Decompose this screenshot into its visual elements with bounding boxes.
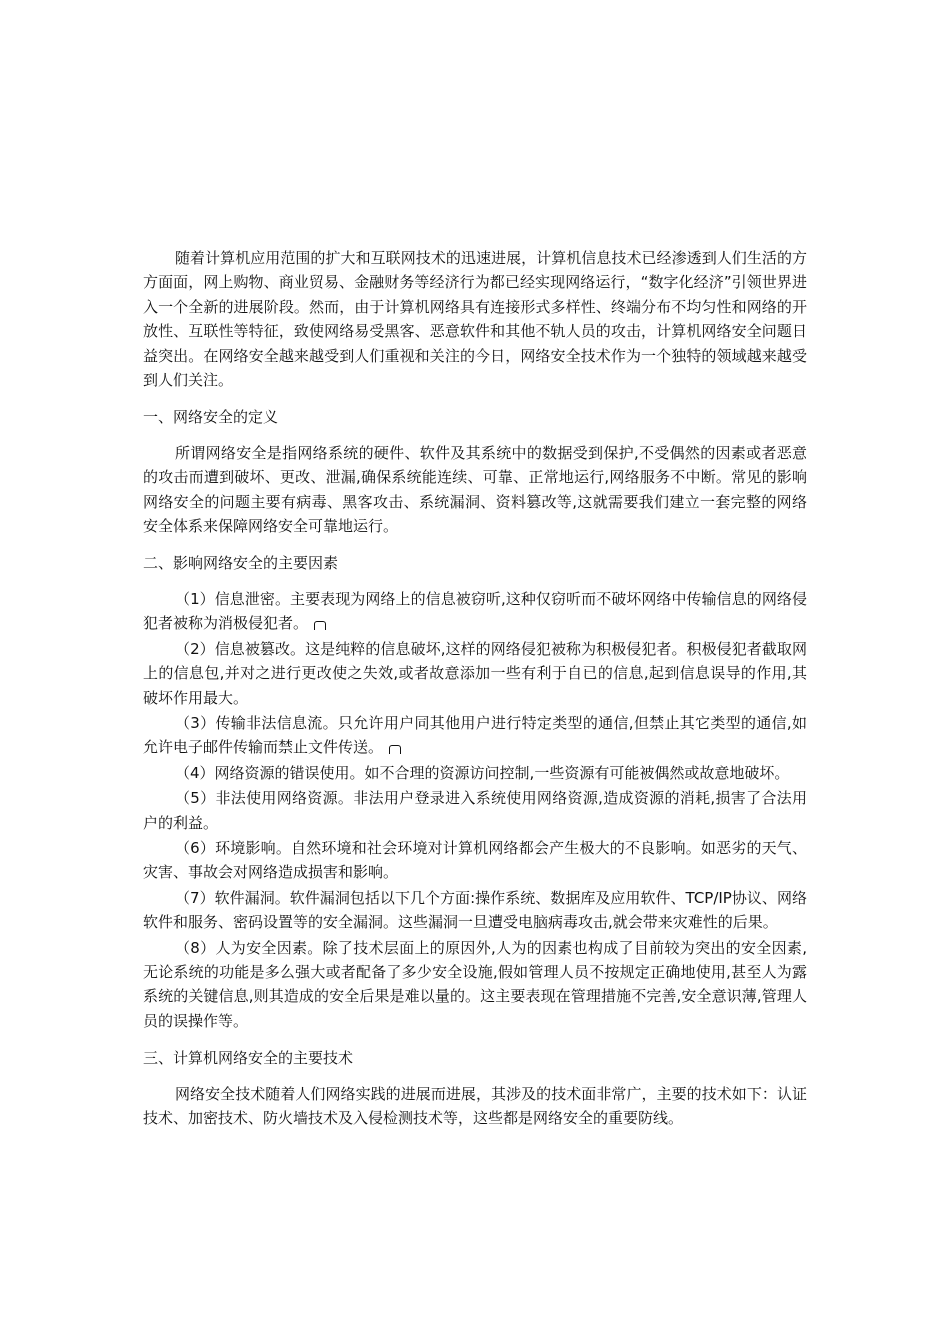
factor-item-1-text: （1）信息泄密。主要表现为网络上的信息被窃听,这种仅窃听而不破坏网络中传输信息的网络侵犯者被称为消极侵犯者。 bbox=[143, 589, 807, 633]
bracket-mark-icon bbox=[389, 745, 401, 754]
factor-item-1 bbox=[143, 587, 807, 636]
document-body bbox=[143, 246, 807, 1130]
factor-item-2 bbox=[143, 637, 807, 710]
section-3-paragraph: 网络安全技术随着人们网络实践的进展而进展，其涉及的技术面非常广，主要的技术如下：认证技术、加密技术、防火墙技术及入侵检测技术等，这些都是网络安全的重要防线。 bbox=[143, 1084, 807, 1127]
factor-item-7-text: （7）软件漏洞。软件漏洞包括以下几个方面:操作系统、数据库及应用软件、TCP/IP协议、网络软件和服务、密码设置等的安全漏洞。这些漏洞一旦遭受电脑病毒攻击,就会带来灾难性的后果。 bbox=[143, 888, 807, 932]
factor-list bbox=[143, 587, 807, 1033]
section-1-paragraph: 所谓网络安全是指网络系统的硬件、软件及其系统中的数据受到保护,不受偶然的因素或者恶意的攻击而遭到破坏、更改、泄漏,确保系统能连续、可靠、正常地运行,网络服务不中断。常见的影响网络安全的问题主要有病毒、黑客攻击、系统漏洞、资料篡改等,这就需要我们建立一套完整的网络安全体系来保障网络安全可靠地运行。 bbox=[143, 443, 807, 536]
factor-item-4 bbox=[143, 761, 807, 785]
factor-item-6-text: （6）环境影响。自然环境和社会环境对计算机网络都会产生极大的不良影响。如恶劣的天气、灾害、事故会对网络造成损害和影响。 bbox=[143, 838, 807, 882]
factor-item-5-text: （5）非法使用网络资源。非法用户登录进入系统使用网络资源,造成资源的消耗,损害了合法用户的利益。 bbox=[143, 789, 807, 832]
factor-item-5 bbox=[143, 786, 807, 835]
factor-item-2-text: （2）信息被篡改。这是纯粹的信息破坏,这样的网络侵犯被称为积极侵犯者。积极侵犯者截取网上的信息包,并对之进行更改使之失效,或者故意添加一些有利于自已的信息,起到信息误导的作用,其破坏作用最大。 bbox=[143, 639, 807, 707]
factor-item-3 bbox=[143, 711, 807, 760]
bracket-mark-icon bbox=[314, 621, 326, 630]
factor-item-4-text: （4）网络资源的错误使用。如不合理的资源访问控制,一些资源有可能被偶然或故意地破坏。 bbox=[175, 763, 790, 782]
intro-paragraph: 随着计算机应用范围的扩大和互联网技术的迅速进展，计算机信息技术已经渗透到人们生活的方方面面，网上购物、商业贸易、金融财务等经济行为都已经实现网络运行，“数字化经济”引领世界进入一个全新的进展阶段。然而，由于计算机网络具有连接形式多样性、终端分布不均匀性和网络的开放性、互联性等特征，致使网络易受黑客、恶意软件和其他不轨人员的攻击，计算机网络安全问题日益突出。在网络安全越来越受到人们重视和关注的今日，网络安全技术作为一个独特的领域越来越受到人们关注。 bbox=[143, 249, 807, 390]
section-2-heading: 二、影响网络安全的主要因素 bbox=[143, 554, 339, 573]
factor-item-7 bbox=[143, 886, 807, 935]
factor-item-3-text: （3）传输非法信息流。只允许用户同其他用户进行特定类型的通信,但禁止其它类型的通信,如允许电子邮件传输而禁止文件传送。 bbox=[143, 713, 807, 757]
section-1-heading: 一、网络安全的定义 bbox=[143, 408, 279, 427]
factor-item-8-text: （8）人为安全因素。除了技术层面上的原因外,人为的因素也构成了目前较为突出的安全因素,无论系统的功能是多么强大或者配备了多少安全设施,假如管理人员不按规定正确地使用,甚至人为露系统的关键信息,则其造成的安全后果是难以量的。这主要表现在管理措施不完善,安全意识薄,管理人员的误操作等。 bbox=[143, 938, 807, 1030]
section-3-heading: 三、计算机网络安全的主要技术 bbox=[143, 1049, 354, 1068]
factor-item-6 bbox=[143, 836, 807, 885]
factor-item-8 bbox=[143, 936, 807, 1034]
